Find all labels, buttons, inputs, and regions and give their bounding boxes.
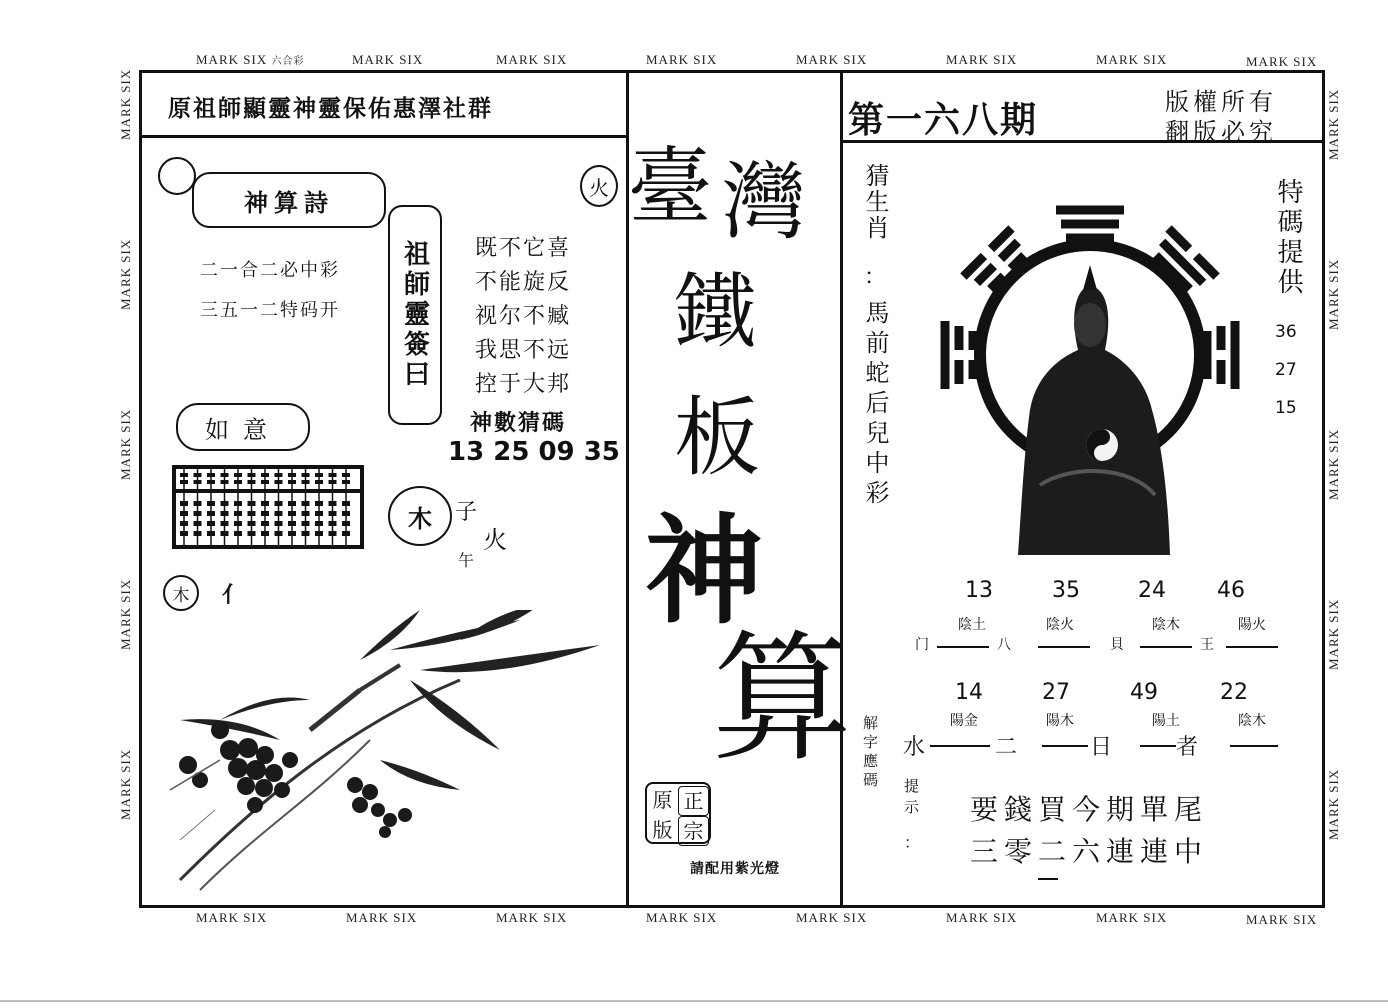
watermark-left-1: MARK SIX [118,68,133,140]
watermark-right-4: MARK SIX [1326,598,1341,670]
row2-element-2: 陽木 [1046,713,1074,729]
row2-char-4: 者 [1176,735,1199,760]
solve-label: 解字應碼 [861,715,879,791]
special-code-label: 特碼提供 [1273,178,1303,298]
special-number-3: 15 [1275,398,1297,418]
row1-line-3 [1140,646,1192,648]
oracle-poem-line-5: 控于大邦 [475,372,572,397]
oracle-poem-line-1: 既不它喜 [475,236,572,261]
empty-circle-icon [158,157,196,195]
row1-element-3: 陰木 [1152,617,1180,633]
zodiac-text: 馬前蛇后兒中彩 [861,300,889,510]
row1-char-3: 貝 [1110,637,1124,653]
row1-line-2 [1038,646,1090,648]
row1-char-4: 王 [1200,637,1214,653]
hint-label: 提示 [902,778,920,820]
watermark-top-7: MARK SIX [1096,52,1168,67]
bagua-deity-illustration [940,165,1240,565]
row2-line-1 [930,745,990,747]
copyright-line-1: 版權所有 [1165,88,1277,116]
row2-element-4: 陰木 [1238,713,1266,729]
row2-element-3: 陽土 [1152,713,1180,729]
ruyi-label: 如意 [205,415,281,444]
fire-badge-label: 火 [589,175,609,200]
row1-number-1: 13 [965,578,993,603]
row2-char-3: 日 [1090,735,1113,760]
row1-element-1: 陰土 [958,617,986,633]
special-number-1: 36 [1275,322,1297,342]
watermark-top-3: MARK SIX [496,52,568,67]
fire-badge [580,165,618,207]
row2-number-3: 49 [1130,680,1158,705]
watermark-bottom-7: MARK SIX [1096,910,1168,925]
wood-badge [388,486,452,546]
authentic-seal [645,782,711,844]
row1-char-2: 八 [997,637,1011,653]
row1-number-2: 35 [1052,578,1080,603]
watermark-right-1: MARK SIX [1326,88,1341,160]
abacus-icon [172,465,364,549]
watermark-top-1: MARK SIX 六合彩 [196,52,305,67]
hint-line-1: 要錢買今期單尾 [970,793,1209,826]
title-char-wan: 灣 [722,153,807,251]
issue-number: 第一六八期 [848,99,1039,141]
watermark-right-2: MARK SIX [1326,258,1341,330]
huo-label: 火 [483,526,507,554]
watermark-bottom-8: MARK SIX [1246,912,1318,927]
watermark-bottom-3: MARK SIX [496,910,568,925]
wood-small-label: 木 [172,585,190,606]
divider-right [840,70,843,908]
watermark-left-5: MARK SIX [118,748,133,820]
zodiac-colon: ： [864,265,887,290]
row2-char-2: 二 [995,735,1018,760]
row1-line-4 [1226,646,1278,648]
small-glyph: 亻 [222,582,245,608]
watermark-top-8: MARK SIX [1246,54,1318,69]
wood-badge-label: 木 [408,503,432,533]
ruyi-box [176,403,310,451]
zodiac-label: 猜生肖 [861,163,889,241]
uv-light-note: 請配用紫光燈 [690,861,780,877]
hint-colon: ： [904,833,921,852]
row1-number-3: 24 [1138,578,1166,603]
watermark-bottom-4: MARK SIX [646,910,718,925]
watermark-right-5: MARK SIX [1326,768,1341,840]
seal-char-3: 版 [652,818,673,842]
seal-char-2: 正 [678,786,709,816]
watermark-bottom-1: MARK SIX [196,910,268,925]
watermark-top-2: MARK SIX [352,52,424,67]
row2-number-2: 27 [1042,680,1070,705]
seal-char-4: 宗 [678,816,709,846]
oracle-poem-line-4: 我思不远 [475,338,572,363]
watermark-bottom-5: MARK SIX [796,910,868,925]
watermark-top-6: MARK SIX [946,52,1018,67]
hint-line-2: 三零二六連連中 [970,835,1209,868]
title-char-ban: 板 [674,388,760,488]
row1-char-1: 门 [915,637,929,653]
oracle-poem-line-3: 视尔不臧 [475,304,572,329]
oracle-label: 祖師靈簽曰 [399,240,430,390]
row2-line-4 [1230,745,1278,747]
prophecy-line-2: 三五一二特码开 [200,300,340,321]
title-char-tai: 臺 [628,138,713,236]
poem-title-box [192,172,386,228]
watermark-left-2: MARK SIX [118,238,133,310]
watermark-top-4: MARK SIX [646,52,718,67]
watermark-top-5: MARK SIX [796,52,868,67]
row2-element-1: 陽金 [950,713,978,729]
watermark-right-3: MARK SIX [1326,428,1341,500]
guess-numbers: 13 25 09 35 [448,437,620,467]
title-char-suan: 算 [712,618,853,781]
blessing-banner: 原祖師顯靈神靈保佑惠澤社群 [168,95,493,122]
row2-number-1: 14 [955,680,983,705]
guess-label: 神數猜碼 [470,410,567,436]
row1-element-4: 陽火 [1238,617,1266,633]
row2-char-1: 水 [903,735,926,760]
special-number-2: 27 [1275,360,1297,380]
poem-title: 神算詩 [244,187,334,217]
row1-number-4: 46 [1217,578,1245,603]
watermark-bottom-6: MARK SIX [946,910,1018,925]
watermark-left-3: MARK SIX [118,408,133,480]
zi-label: 子 [455,500,478,525]
prophecy-line-1: 二一合二必中彩 [200,260,340,281]
title-char-shen: 神 [645,501,764,640]
wu-label: 午 [458,551,475,570]
row2-line-3 [1140,745,1176,747]
seal-char-1: 原 [652,788,673,812]
oracle-label-box [388,205,442,425]
copyright-line-2: 翻版必究 [1165,118,1277,146]
row1-element-2: 陰火 [1046,617,1074,633]
row2-number-4: 22 [1220,680,1248,705]
oracle-poem [475,232,571,402]
scan-edge-line [0,1000,1388,1002]
left-header-rule [139,135,628,138]
bamboo-grape-illustration [160,610,610,900]
hint-underline [1038,878,1058,880]
row1-line-1 [937,646,989,648]
watermark-left-4: MARK SIX [118,578,133,650]
watermark-bottom-2: MARK SIX [346,910,418,925]
wood-small-badge [163,575,199,611]
title-char-tie: 鐵 [674,265,757,360]
row2-line-2 [1042,745,1088,747]
oracle-poem-line-2: 不能旋反 [475,270,572,295]
